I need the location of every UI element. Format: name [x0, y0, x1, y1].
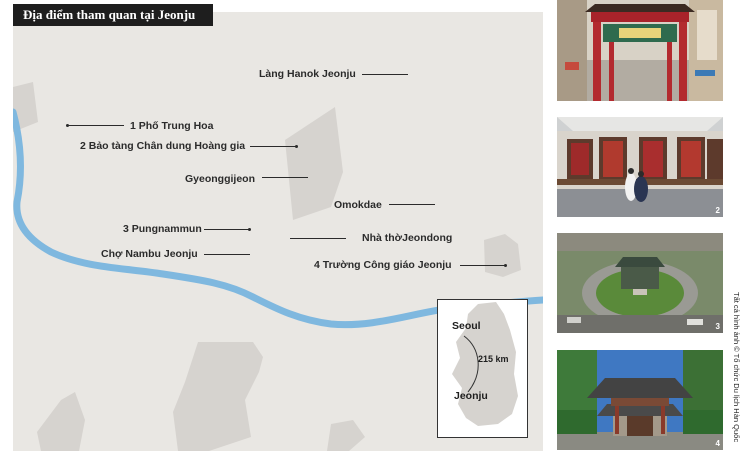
place-nambu-market[interactable]: Chợ Nambu Jeonju	[101, 248, 198, 260]
district-south-right	[327, 420, 365, 451]
district-southwest	[37, 392, 85, 451]
photo-credit	[729, 292, 743, 457]
place-gyeonggijeon[interactable]: Gyeonggijeon	[185, 173, 256, 185]
inset-seoul-label: Seoul	[452, 320, 481, 332]
photo-chinatown-gate	[557, 0, 723, 101]
map-title: Địa điểm tham quan tại Jeonju	[13, 4, 213, 26]
district-east	[484, 234, 521, 277]
dot-catholic-school	[504, 264, 507, 267]
leader-nambu-market	[204, 254, 250, 255]
leader-portrait-museum	[250, 146, 296, 147]
photo-credit-text: Tất cả hình ảnh © Tổ chức Du lịch Hàn Quốc	[732, 292, 741, 443]
photo-portrait-museum	[557, 117, 723, 217]
photo-catholic-school	[557, 350, 723, 450]
photo-number-2: 2	[715, 206, 720, 215]
leader-jeondong-cathedral	[290, 238, 346, 239]
leader-pungnammun	[204, 229, 250, 230]
place-portrait-museum[interactable]: 2 Bảo tàng Chân dung Hoàng gia	[80, 140, 246, 152]
korea-inset-map	[437, 299, 528, 438]
district-south-center	[173, 342, 263, 451]
leader-gyeonggijeon	[262, 177, 308, 178]
place-omokdae[interactable]: Omokdae	[334, 199, 382, 211]
leader-hanok-village	[362, 74, 408, 75]
dot-portrait-museum	[295, 145, 298, 148]
dot-pungnammun	[248, 228, 251, 231]
place-catholic-school[interactable]: 4 Trường Công giáo Jeonju	[314, 259, 452, 271]
leader-catholic-school	[460, 265, 506, 266]
photo-number-3: 3	[715, 322, 720, 331]
leader-omokdae	[389, 204, 435, 205]
inset-distance-label: 215 km	[478, 354, 509, 364]
inset-jeonju-label: Jeonju	[454, 390, 488, 402]
place-hanok-village[interactable]: Làng Hanok Jeonju	[259, 68, 356, 80]
leader-chinatown	[68, 125, 124, 126]
place-pungnammun[interactable]: 3 Pungnammun	[123, 223, 202, 235]
place-jeondong-cathedral[interactable]: Nhà thờJeondong	[362, 232, 453, 244]
photo-pungnammun	[557, 233, 723, 333]
place-chinatown[interactable]: 1 Phố Trung Hoa	[130, 120, 214, 132]
photo-number-4: 4	[715, 439, 720, 448]
